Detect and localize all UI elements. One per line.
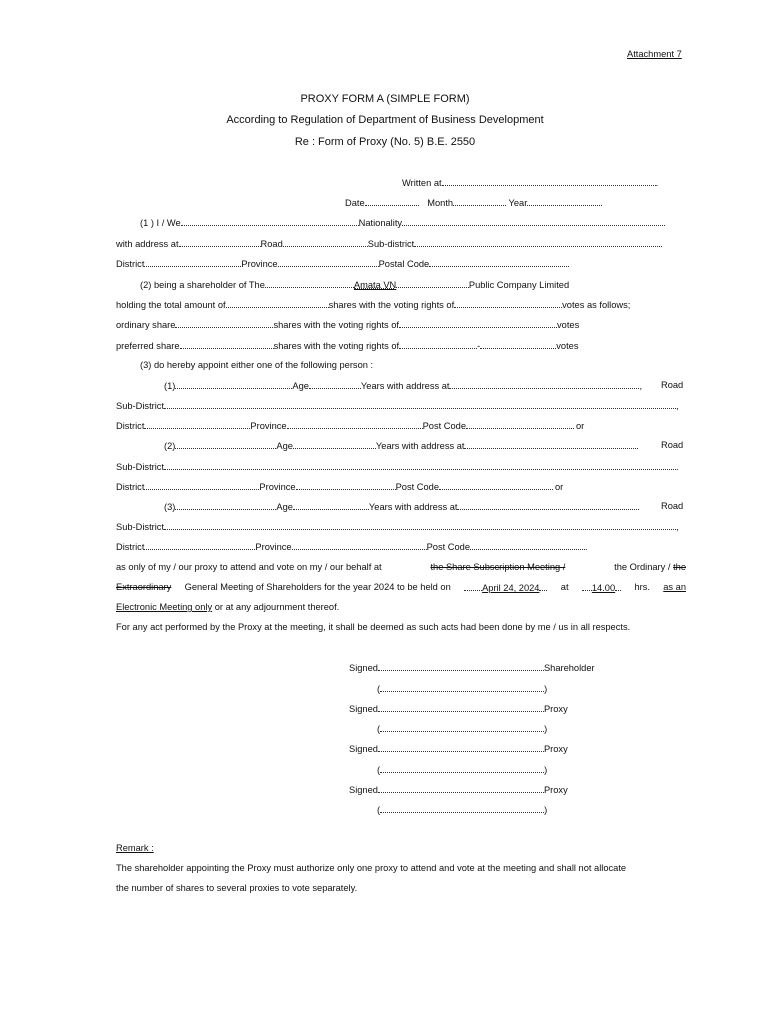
proxy1-age-field[interactable] bbox=[309, 379, 361, 389]
proxy2-age-field[interactable] bbox=[293, 439, 376, 449]
remark-title: Remark : bbox=[116, 843, 154, 853]
proxy2-district-line: District Province Post Code or bbox=[116, 482, 564, 492]
form-title: PROXY FORM A (SIMPLE FORM) bbox=[300, 93, 470, 105]
attachment-label: Attachment 7 bbox=[627, 49, 682, 59]
signature-shareholder: Signed Shareholder bbox=[349, 663, 595, 673]
proxy1-district-field[interactable] bbox=[144, 419, 250, 429]
proxy1-name-field[interactable] bbox=[175, 379, 292, 389]
total-shares-field[interactable] bbox=[226, 298, 329, 308]
proxy3-signature-field[interactable] bbox=[378, 783, 544, 793]
proxy3-printed-name-field[interactable] bbox=[380, 803, 544, 813]
paragraph-line-1: as only of my / our proxy to attend and vote on my / our behalf at the Share Subscription Meeting / the Ordinary / the bbox=[116, 562, 686, 572]
proxy1-signature-field[interactable] bbox=[378, 702, 544, 712]
paragraph-line-3: Electronic Meeting only or at any adjournment thereof. bbox=[116, 602, 340, 612]
proxy1-printed-name-field[interactable] bbox=[380, 722, 544, 732]
shareholder-name-line: ( ) bbox=[377, 684, 548, 694]
holding-line: holding the total amount of shares with the voting rights of votes as follows; bbox=[116, 300, 631, 310]
proxy3-district-field[interactable] bbox=[144, 540, 255, 550]
postal-code-field[interactable] bbox=[429, 257, 567, 267]
proxy3-age-field[interactable] bbox=[293, 500, 369, 510]
company-name[interactable]: Amata VN bbox=[353, 280, 397, 290]
remark-line-2: the number of shares to several proxies to vote separately. bbox=[116, 883, 358, 893]
proxy1-line: (1) Age Years with address at , bbox=[164, 381, 643, 391]
proxy3-address-field[interactable] bbox=[457, 500, 639, 510]
proxy3-province-field[interactable] bbox=[292, 540, 427, 550]
ordinary-votes-field[interactable] bbox=[399, 318, 557, 328]
proxy1-district-line: District Province Post Code or bbox=[116, 421, 585, 431]
proxy2-line: (2) Age Years with address at bbox=[164, 439, 638, 452]
sub-district-field[interactable] bbox=[414, 237, 660, 247]
meeting-time: 14.00 bbox=[591, 583, 616, 593]
remark-line-1: The shareholder appointing the Proxy must authorize only one proxy to attend and vote at the meeting and shall not allocate bbox=[116, 863, 627, 873]
proxy1-address-field[interactable] bbox=[449, 379, 639, 389]
preferred-shares-field[interactable] bbox=[180, 339, 274, 349]
proxy2-subdistrict-field[interactable] bbox=[164, 460, 676, 470]
road-field[interactable] bbox=[283, 237, 368, 247]
proxy2-printed-name-line: ( ) bbox=[377, 765, 548, 775]
ordinary-share-line: ordinary share shares with the voting rights of votes bbox=[116, 320, 580, 330]
proxy3-road-label: Road bbox=[661, 501, 684, 511]
date-line: Date Month Year . bbox=[345, 198, 603, 208]
proxy3-postcode-field[interactable] bbox=[470, 540, 585, 550]
nationality-field[interactable] bbox=[402, 216, 663, 226]
appoint-line: (3) do hereby appoint either one of the following person : bbox=[140, 360, 374, 370]
proxy1-postcode-field[interactable] bbox=[466, 419, 574, 429]
district-line: District Province Postal Code . bbox=[116, 259, 570, 269]
proxy2-province-field[interactable] bbox=[296, 480, 396, 490]
proxy3-printed-name-line: ( ) bbox=[377, 805, 548, 815]
preferred-votes-field[interactable] bbox=[399, 339, 477, 349]
address-field[interactable] bbox=[179, 237, 261, 247]
shareholder-line: (2) being a shareholder of The Amata VN Public Company Limited bbox=[140, 280, 570, 290]
proxy3-line: (3) Age Years with address at bbox=[164, 500, 639, 513]
proxy2-postcode-field[interactable] bbox=[439, 480, 553, 490]
proxy2-name-field[interactable] bbox=[175, 439, 276, 449]
name-field[interactable] bbox=[181, 216, 359, 226]
date-field[interactable] bbox=[365, 196, 419, 206]
shareholder-name-field[interactable] bbox=[380, 682, 544, 692]
signature-proxy-3: Signed Proxy bbox=[349, 785, 568, 795]
proxy1-province-field[interactable] bbox=[287, 419, 423, 429]
form-reference: Re : Form of Proxy (No. 5) B.E. 2550 bbox=[294, 136, 476, 148]
meeting-date: April 24, 2024 bbox=[482, 583, 540, 593]
proxy2-district-field[interactable] bbox=[144, 480, 259, 490]
proxy2-subdistrict-line: Sub-District . bbox=[116, 462, 679, 472]
proxy1-printed-name-line: ( ) bbox=[377, 724, 548, 734]
month-field[interactable] bbox=[453, 196, 506, 206]
name-line: (1 ) I / We Nationality . bbox=[140, 218, 666, 228]
proxy3-subdistrict-line: Sub-District , bbox=[116, 522, 679, 532]
signature-proxy-2: Signed Proxy bbox=[349, 744, 568, 754]
proxy1-road-label: Road bbox=[661, 380, 684, 390]
form-subtitle: According to Regulation of Department of Business Development bbox=[226, 114, 544, 126]
proxy3-subdistrict-field[interactable] bbox=[164, 520, 676, 530]
paragraph-line-4: For any act performed by the Proxy at the meeting, it shall be deemed as such acts had been done by me / us in all respects. bbox=[116, 622, 631, 632]
province-field[interactable] bbox=[278, 257, 379, 267]
paragraph-line-2: Extraordinary General Meeting of Shareholders for the year 2024 to be held on April 24, 2024 at 14.00 hrs. as an bbox=[116, 582, 686, 593]
shareholder-signature-field[interactable] bbox=[378, 661, 544, 671]
proxy2-road-label: Road bbox=[661, 440, 684, 450]
proxy2-signature-field[interactable] bbox=[378, 742, 544, 752]
proxy1-subdistrict-line: Sub-District , bbox=[116, 401, 679, 411]
proxy2-printed-name-field[interactable] bbox=[380, 763, 544, 773]
district-field[interactable] bbox=[144, 257, 241, 267]
year-field[interactable] bbox=[527, 196, 600, 206]
proxy2-address-field[interactable] bbox=[464, 439, 638, 449]
total-votes-field[interactable] bbox=[454, 298, 562, 308]
proxy3-name-field[interactable] bbox=[175, 500, 276, 510]
written-at-field[interactable] bbox=[442, 176, 656, 186]
preferred-share-line: preferred share shares with the voting rights of - votes bbox=[116, 341, 579, 351]
address-line: with address at Road Sub-district . bbox=[116, 239, 663, 249]
signature-proxy-1: Signed Proxy bbox=[349, 704, 568, 714]
proxy3-district-line: District Province Post Code . bbox=[116, 542, 588, 552]
written-at-line: Written at . bbox=[402, 178, 659, 188]
proxy1-subdistrict-field[interactable] bbox=[164, 399, 676, 409]
ordinary-shares-field[interactable] bbox=[175, 318, 273, 328]
